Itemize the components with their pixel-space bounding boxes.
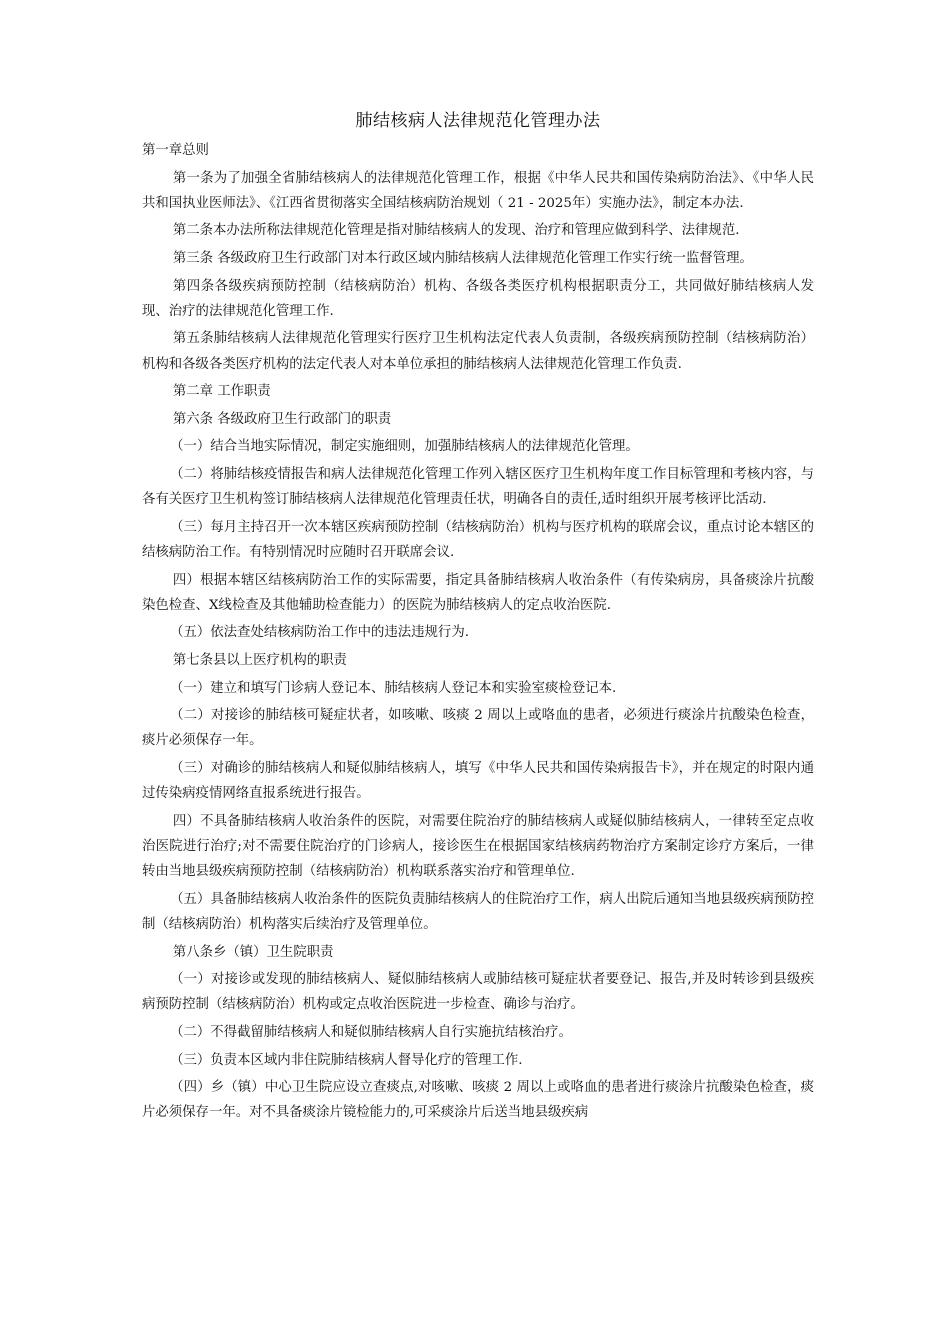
article-8: 第八条乡（镇）卫生院职责	[172, 944, 334, 960]
article-1: 第一条为了加强全省肺结核病人的法律规范化管理工作，根据《中华人民共和国传染病防治法》、《中华人民共和国执业医师法》、《江西省贯彻落实全国结核病防治规划（ 21 - 2025年）实施办法》，制定本办法.	[142, 170, 814, 211]
article-7: 第七条县以上医疗机构的职责	[172, 652, 347, 668]
article-6: 第六条 各级政府卫生行政部门的职责	[172, 411, 392, 427]
article-3: 第三条 各级政府卫生行政部门对本行政区域内肺结核病人法律规范化管理工作实行统一监督管理。	[172, 250, 753, 266]
article-8-item-1: （一）对接诊或发现的肺结核病人、疑似肺结核病人或肺结核可疑症状者要登记、报告,并及时转诊到县级疾病预防控制（结核病防治）机构或定点收治医院进一步检查、确诊与治疗。	[142, 972, 814, 1013]
article-6-item-3: （三）每月主持召开一次本辖区疾病预防控制（结核病防治）机构与医疗机构的联席会议，重点讨论本辖区的结核病防治工作。有特别情况时应随时召开联席会议.	[142, 519, 814, 560]
document-page	[142, 108, 814, 1128]
article-7-item-4: 四）不具备肺结核病人收治条件的医院，对需要住院治疗的肺结核病人或疑似肺结核病人，一律转至定点收治医院进行治疗;对不需要住院治疗的门诊病人，接诊医生在根据国家结核病药物治疗方案制定诊疗方案后，一律转由当地县级疾病预防控制（结核病防治）机构联系落实治疗和管理单位.	[142, 813, 814, 880]
article-4: 第四条各级疾病预防控制（结核病防治）机构、各级各类医疗机构根据职责分工，共同做好肺结核病人发现、治疗的法律规范化管理工作.	[142, 278, 814, 319]
document-title: 肺结核病人法律规范化管理办法	[355, 111, 601, 131]
article-6-item-1: （一）结合当地实际情况，制定实施细则，加强肺结核病人的法律规范化管理。	[170, 439, 639, 455]
article-8-item-4: （四）乡（镇）中心卫生院应设立查痰点,对咳嗽、咳痰 2 周以上或咯血的患者进行痰涂片抗酸染色检查，痰片必须保存一年。对不具备痰涂片镜检能力的,可采痰涂片后送当地县级疾病	[142, 1080, 814, 1121]
article-7-item-5: （五）具备肺结核病人收治条件的医院负责肺结核病人的住院治疗工作，病人出院后通知当地县级疾病预防控制（结核病防治）机构落实后续治疗及管理单位。	[142, 891, 814, 932]
article-7-item-3: （三）对确诊的肺结核病人和疑似肺结核病人，填写《中华人民共和国传染病报告卡》，并在规定的时限内通过传染病疫情网络直报系统进行报告。	[142, 760, 814, 802]
article-8-item-3: （三）负责本区域内非住院肺结核病人督导化疗的管理工作.	[170, 1052, 523, 1068]
article-6-item-5: （五）依法查处结核病防治工作中的违法违规行为.	[170, 625, 469, 641]
article-5: 第五条肺结核病人法律规范化管理实行医疗卫生机构法定代表人负责制，各级疾病预防控制（结核病防治）机构和各级各类医疗机构的法定代表人对本单位承担的肺结核病人法律规范化管理工作负责.	[142, 331, 814, 372]
article-8-item-2: （二）不得截留肺结核病人和疑似肺结核病人自行实施抗结核治疗。	[170, 1024, 572, 1040]
article-6-item-2: （二）将肺结核疫情报告和病人法律规范化管理工作列入辖区医疗卫生机构年度工作目标管理和考核内容，与各有关医疗卫生机构签订肺结核病人法律规范化管理责任状，明确各自的责任,适时组织开展考核评比活动.	[142, 466, 814, 508]
article-2: 第二条本办法所称法律规范化管理是指对肺结核病人的发现、治疗和管理应做到科学、法律规范.	[172, 223, 740, 239]
article-7-item-1: （一）建立和填写门诊病人登记本、肺结核病人登记本和实验室痰检登记本.	[170, 680, 617, 696]
chapter-heading-2: 第二章 工作职责	[172, 384, 271, 400]
article-7-item-2: （二）对接诊的肺结核可疑症状者，如咳嗽、咳痰 2 周以上或咯血的患者，必须进行痰涂片抗酸染色检查，痰片必须保存一年。	[142, 708, 814, 749]
chapter-heading-1: 第一章总则	[142, 143, 209, 158]
article-6-item-4: 四）根据本辖区结核病防治工作的实际需要，指定具备肺结核病人收治条件（有传染病房，具备痰涂片抗酸染色检查、X线检查及其他辅助检查能力）的医院为肺结核病人的定点收治医院.	[142, 572, 814, 613]
